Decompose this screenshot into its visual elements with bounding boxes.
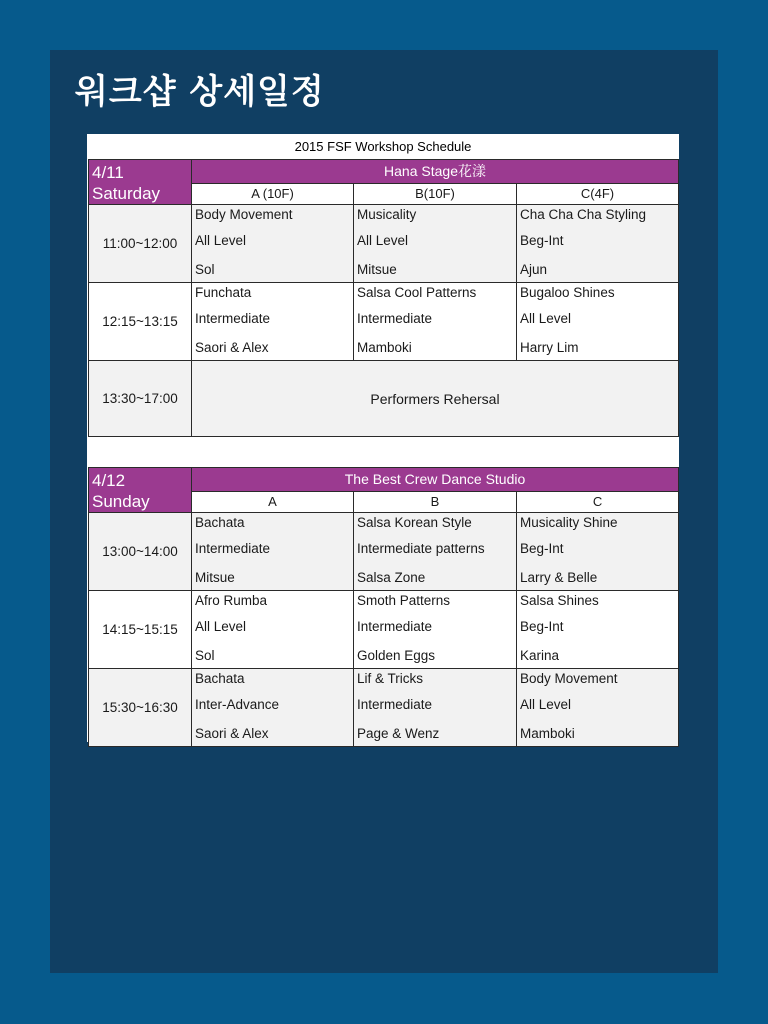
class-teacher: Mamboki — [520, 726, 575, 741]
class-cell — [354, 205, 517, 283]
rehearsal-label: Performers Rehersal — [192, 361, 679, 437]
room-header: B(10F) — [354, 183, 517, 204]
class-cell — [517, 283, 679, 361]
class-level: All Level — [520, 311, 572, 326]
class-teacher: Larry & Belle — [520, 570, 598, 585]
class-teacher: Ajun — [520, 262, 548, 277]
class-title: Salsa Cool Patterns — [357, 285, 477, 300]
schedule-image — [87, 134, 679, 742]
time-slot-row — [89, 669, 679, 747]
class-title: Musicality Shine — [520, 515, 618, 530]
class-level: Intermediate patterns — [357, 541, 485, 556]
class-cell — [517, 591, 679, 669]
class-cell — [192, 591, 354, 669]
class-title: Bachata — [195, 671, 245, 686]
class-teacher: Mitsue — [357, 262, 397, 277]
class-teacher: Salsa Zone — [357, 570, 426, 585]
class-title: Body Movement — [195, 207, 293, 222]
class-title: Bugaloo Shines — [520, 285, 615, 300]
class-level: Intermediate — [357, 619, 433, 634]
room-header: B — [354, 491, 517, 512]
time-slot-row — [89, 513, 679, 591]
day-weekday: Saturday — [92, 184, 161, 203]
class-title: Body Movement — [520, 671, 618, 686]
time-slot-row — [89, 591, 679, 669]
class-title: Musicality — [357, 207, 417, 222]
day-label — [89, 160, 192, 205]
class-cell — [192, 669, 354, 747]
room-header: C — [517, 491, 679, 512]
time-slot: 13:30~17:00 — [89, 361, 192, 437]
time-slot-row — [89, 283, 679, 361]
page-title: 워크샵 상세일정 — [75, 72, 325, 112]
class-cell — [517, 205, 679, 283]
room-header: A — [192, 491, 354, 512]
class-level: Intermediate — [357, 697, 433, 712]
class-level: Beg-Int — [520, 233, 564, 248]
class-teacher: Saori & Alex — [195, 726, 269, 741]
class-level: Inter-Advance — [195, 697, 280, 712]
class-level: All Level — [520, 697, 572, 712]
time-slot: 12:15~13:15 — [89, 283, 192, 361]
class-teacher: Golden Eggs — [357, 648, 436, 663]
class-title: Bachata — [195, 515, 245, 530]
class-level: All Level — [357, 233, 409, 248]
class-title: Funchata — [195, 285, 252, 300]
class-title: Salsa Korean Style — [357, 515, 472, 530]
class-level: Intermediate — [195, 541, 271, 556]
class-teacher: Mamboki — [357, 340, 412, 355]
class-title: Cha Cha Cha Styling — [520, 207, 647, 222]
class-title: Smoth Patterns — [357, 593, 451, 608]
class-cell — [192, 205, 354, 283]
rehearsal-row — [89, 361, 679, 437]
time-slot: 11:00~12:00 — [89, 205, 192, 283]
day-table-saturday — [88, 159, 679, 437]
class-cell — [517, 669, 679, 747]
venue-header: The Best Crew Dance Studio — [192, 468, 679, 492]
class-cell — [354, 669, 517, 747]
class-teacher: Harry Lim — [520, 340, 579, 355]
class-level: Intermediate — [357, 311, 433, 326]
class-cell — [354, 591, 517, 669]
class-cell — [517, 513, 679, 591]
class-level: Intermediate — [195, 311, 271, 326]
class-teacher: Mitsue — [195, 570, 235, 585]
class-cell — [192, 283, 354, 361]
schedule-title: 2015 FSF Workshop Schedule — [294, 139, 472, 154]
class-title: Lif & Tricks — [357, 671, 424, 686]
class-cell — [354, 513, 517, 591]
day-date: 4/11 — [92, 163, 124, 182]
class-teacher: Karina — [520, 648, 560, 663]
time-slot-row — [89, 205, 679, 283]
class-cell — [354, 283, 517, 361]
day-label — [89, 468, 192, 513]
class-teacher: Saori & Alex — [195, 340, 269, 355]
class-teacher: Sol — [195, 648, 215, 663]
class-level: All Level — [195, 619, 247, 634]
class-title: Salsa Shines — [520, 593, 599, 608]
time-slot: 13:00~14:00 — [89, 513, 192, 591]
day-date: 4/12 — [92, 471, 126, 490]
room-header: C(4F) — [517, 183, 679, 204]
day-table-sunday — [88, 467, 679, 747]
time-slot: 14:15~15:15 — [89, 591, 192, 669]
class-title: Afro Rumba — [195, 593, 268, 608]
class-level: All Level — [195, 233, 247, 248]
content-panel — [50, 50, 718, 973]
class-teacher: Page & Wenz — [357, 726, 440, 741]
class-cell — [192, 513, 354, 591]
class-teacher: Sol — [195, 262, 215, 277]
class-level: Beg-Int — [520, 541, 564, 556]
class-level: Beg-Int — [520, 619, 564, 634]
room-header: A (10F) — [192, 183, 354, 204]
table-gap — [87, 443, 679, 467]
venue-header: Hana Stage花漾 — [192, 160, 679, 184]
time-slot: 15:30~16:30 — [89, 669, 192, 747]
day-weekday: Sunday — [92, 492, 150, 511]
